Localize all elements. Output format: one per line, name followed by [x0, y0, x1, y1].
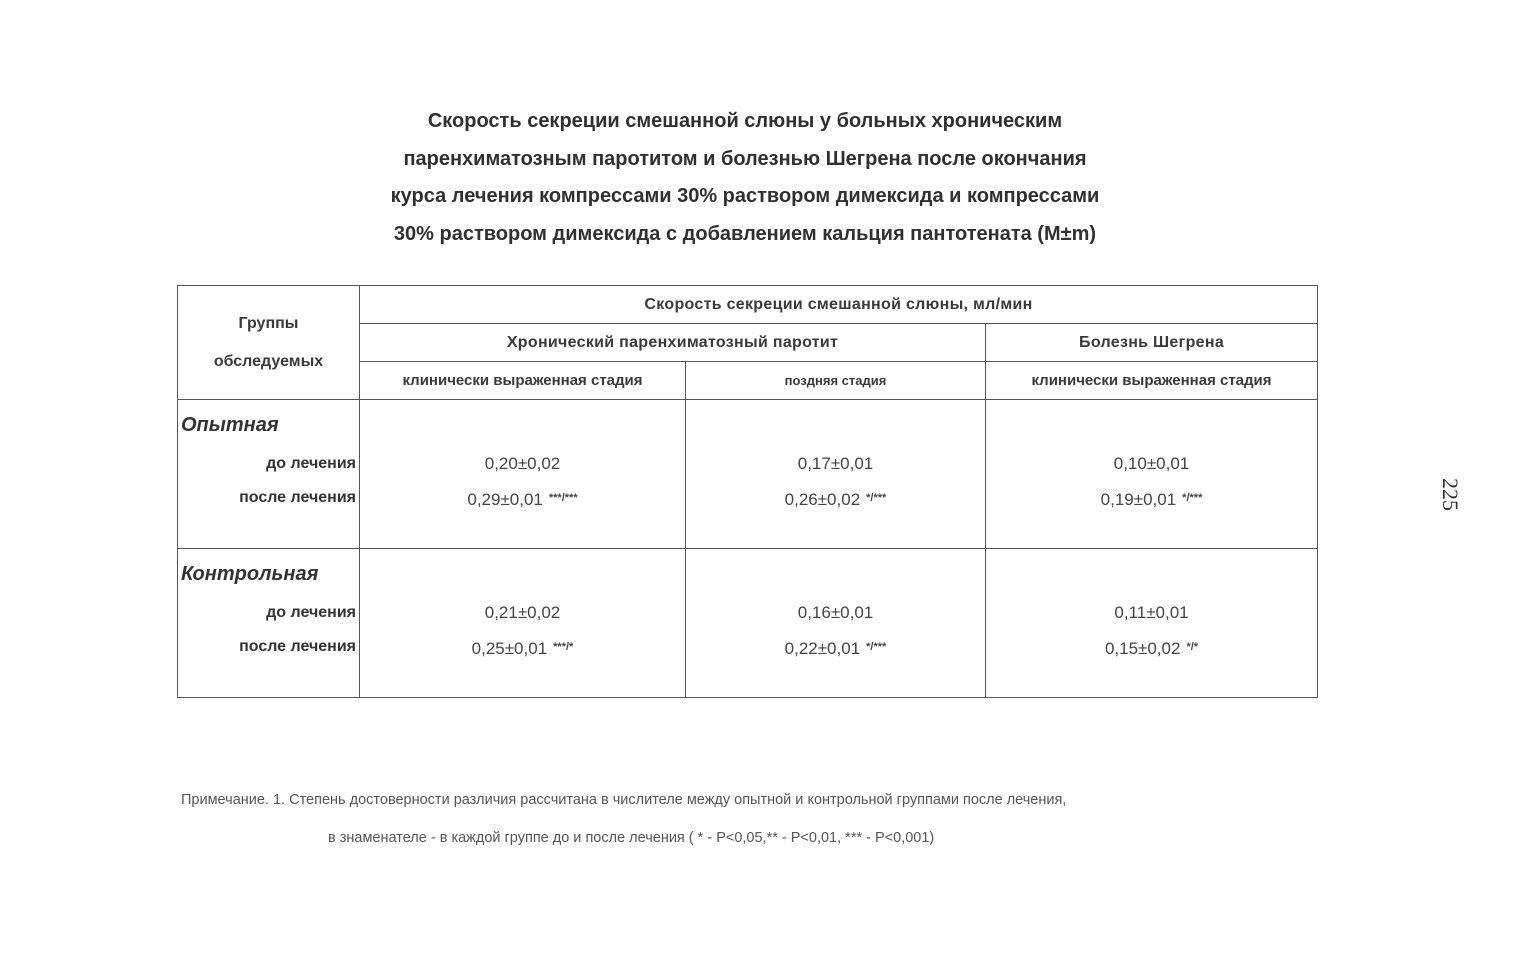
significance-mark: */***	[866, 492, 887, 504]
significance-mark: */*	[1186, 641, 1199, 653]
value-before: 0,16±0,01	[797, 603, 874, 622]
value-cell	[686, 400, 986, 549]
value-cell	[986, 400, 1318, 549]
significance-mark: ***/***	[548, 492, 578, 504]
table-row	[178, 549, 1318, 698]
value-before: 0,17±0,01	[797, 454, 874, 473]
after-treatment-label: после лечения	[239, 489, 356, 506]
title-line-1: Скорость секреции смешанной слюны у больных хроническим	[427, 110, 1063, 132]
significance-mark: ***/*	[553, 641, 574, 653]
before-treatment-label: до лечения	[266, 455, 356, 472]
value-after-wrap	[986, 633, 1317, 667]
group-name: Опытная	[181, 414, 279, 436]
title-line-4: 30% раствором димексида с добавлением кальция пантотената (M±m)	[393, 222, 1097, 245]
value-before: 0,10±0,01	[1113, 454, 1190, 473]
group-name: Контрольная	[181, 563, 319, 585]
group-cell-experimental	[178, 400, 360, 549]
groups-header-cell	[178, 286, 360, 400]
page-number: 225	[1438, 478, 1463, 511]
title-line-3: курса лечения компрессами 30% раствором димексида и компрессами	[390, 185, 1100, 207]
stage-clinical-header: клинически выраженная стадия	[360, 362, 686, 400]
value-cell	[686, 549, 986, 698]
value-after-wrap	[986, 484, 1317, 518]
value-before: 0,11±0,01	[1114, 603, 1189, 622]
after-treatment-label: после лечения	[239, 638, 356, 655]
value-after-wrap	[360, 484, 685, 518]
stage-late-header: поздняя стадия	[686, 362, 986, 400]
value-before: 0,20±0,02	[484, 454, 561, 473]
value-after-wrap	[360, 633, 685, 667]
chronic-parotitis-header: Хронический паренхиматозный паротит	[360, 324, 986, 362]
sjogren-header: Болезнь Шегрена	[986, 324, 1318, 362]
groups-header-line-1: Группы	[238, 314, 299, 332]
significance-mark: */***	[1182, 492, 1203, 504]
value-after: 0,26±0,02	[784, 490, 861, 509]
value-before: 0,21±0,02	[484, 603, 561, 622]
groups-header-line-2: обследуемых	[213, 352, 324, 370]
value-after: 0,25±0,01	[471, 639, 548, 658]
footnote-line-1: Примечание. 1. Степень достоверности различия рассчитана в числителе между опытной и контрольной группами после лечения,	[181, 792, 1067, 808]
speed-header: Скорость секреции смешанной слюны, мл/мин	[360, 286, 1318, 324]
value-after: 0,29±0,01	[467, 490, 543, 509]
before-treatment-label: до лечения	[266, 604, 356, 621]
value-after: 0,19±0,01	[1100, 490, 1177, 509]
value-after: 0,15±0,02	[1104, 639, 1181, 658]
stage-clinical-sjogren-header: клинически выраженная стадия	[986, 362, 1318, 400]
value-cell	[360, 549, 686, 698]
value-after-wrap	[686, 484, 985, 518]
group-cell-control	[178, 549, 360, 698]
footnote-line-2: в знаменателе - в каждой группе до и после лечения ( * - P<0,05,** - P<0,01, *** - P<0,001)	[328, 830, 935, 846]
secretion-rate-table	[177, 285, 1318, 698]
value-cell	[360, 400, 686, 549]
value-cell	[986, 549, 1318, 698]
title-line-2: паренхиматозным паротитом и болезнью Шегрена после окончания	[403, 147, 1087, 170]
value-after-wrap	[686, 633, 985, 667]
significance-mark: */***	[866, 641, 887, 653]
document-title	[330, 103, 1160, 253]
table-row	[178, 400, 1318, 549]
value-after: 0,22±0,01	[784, 639, 861, 658]
